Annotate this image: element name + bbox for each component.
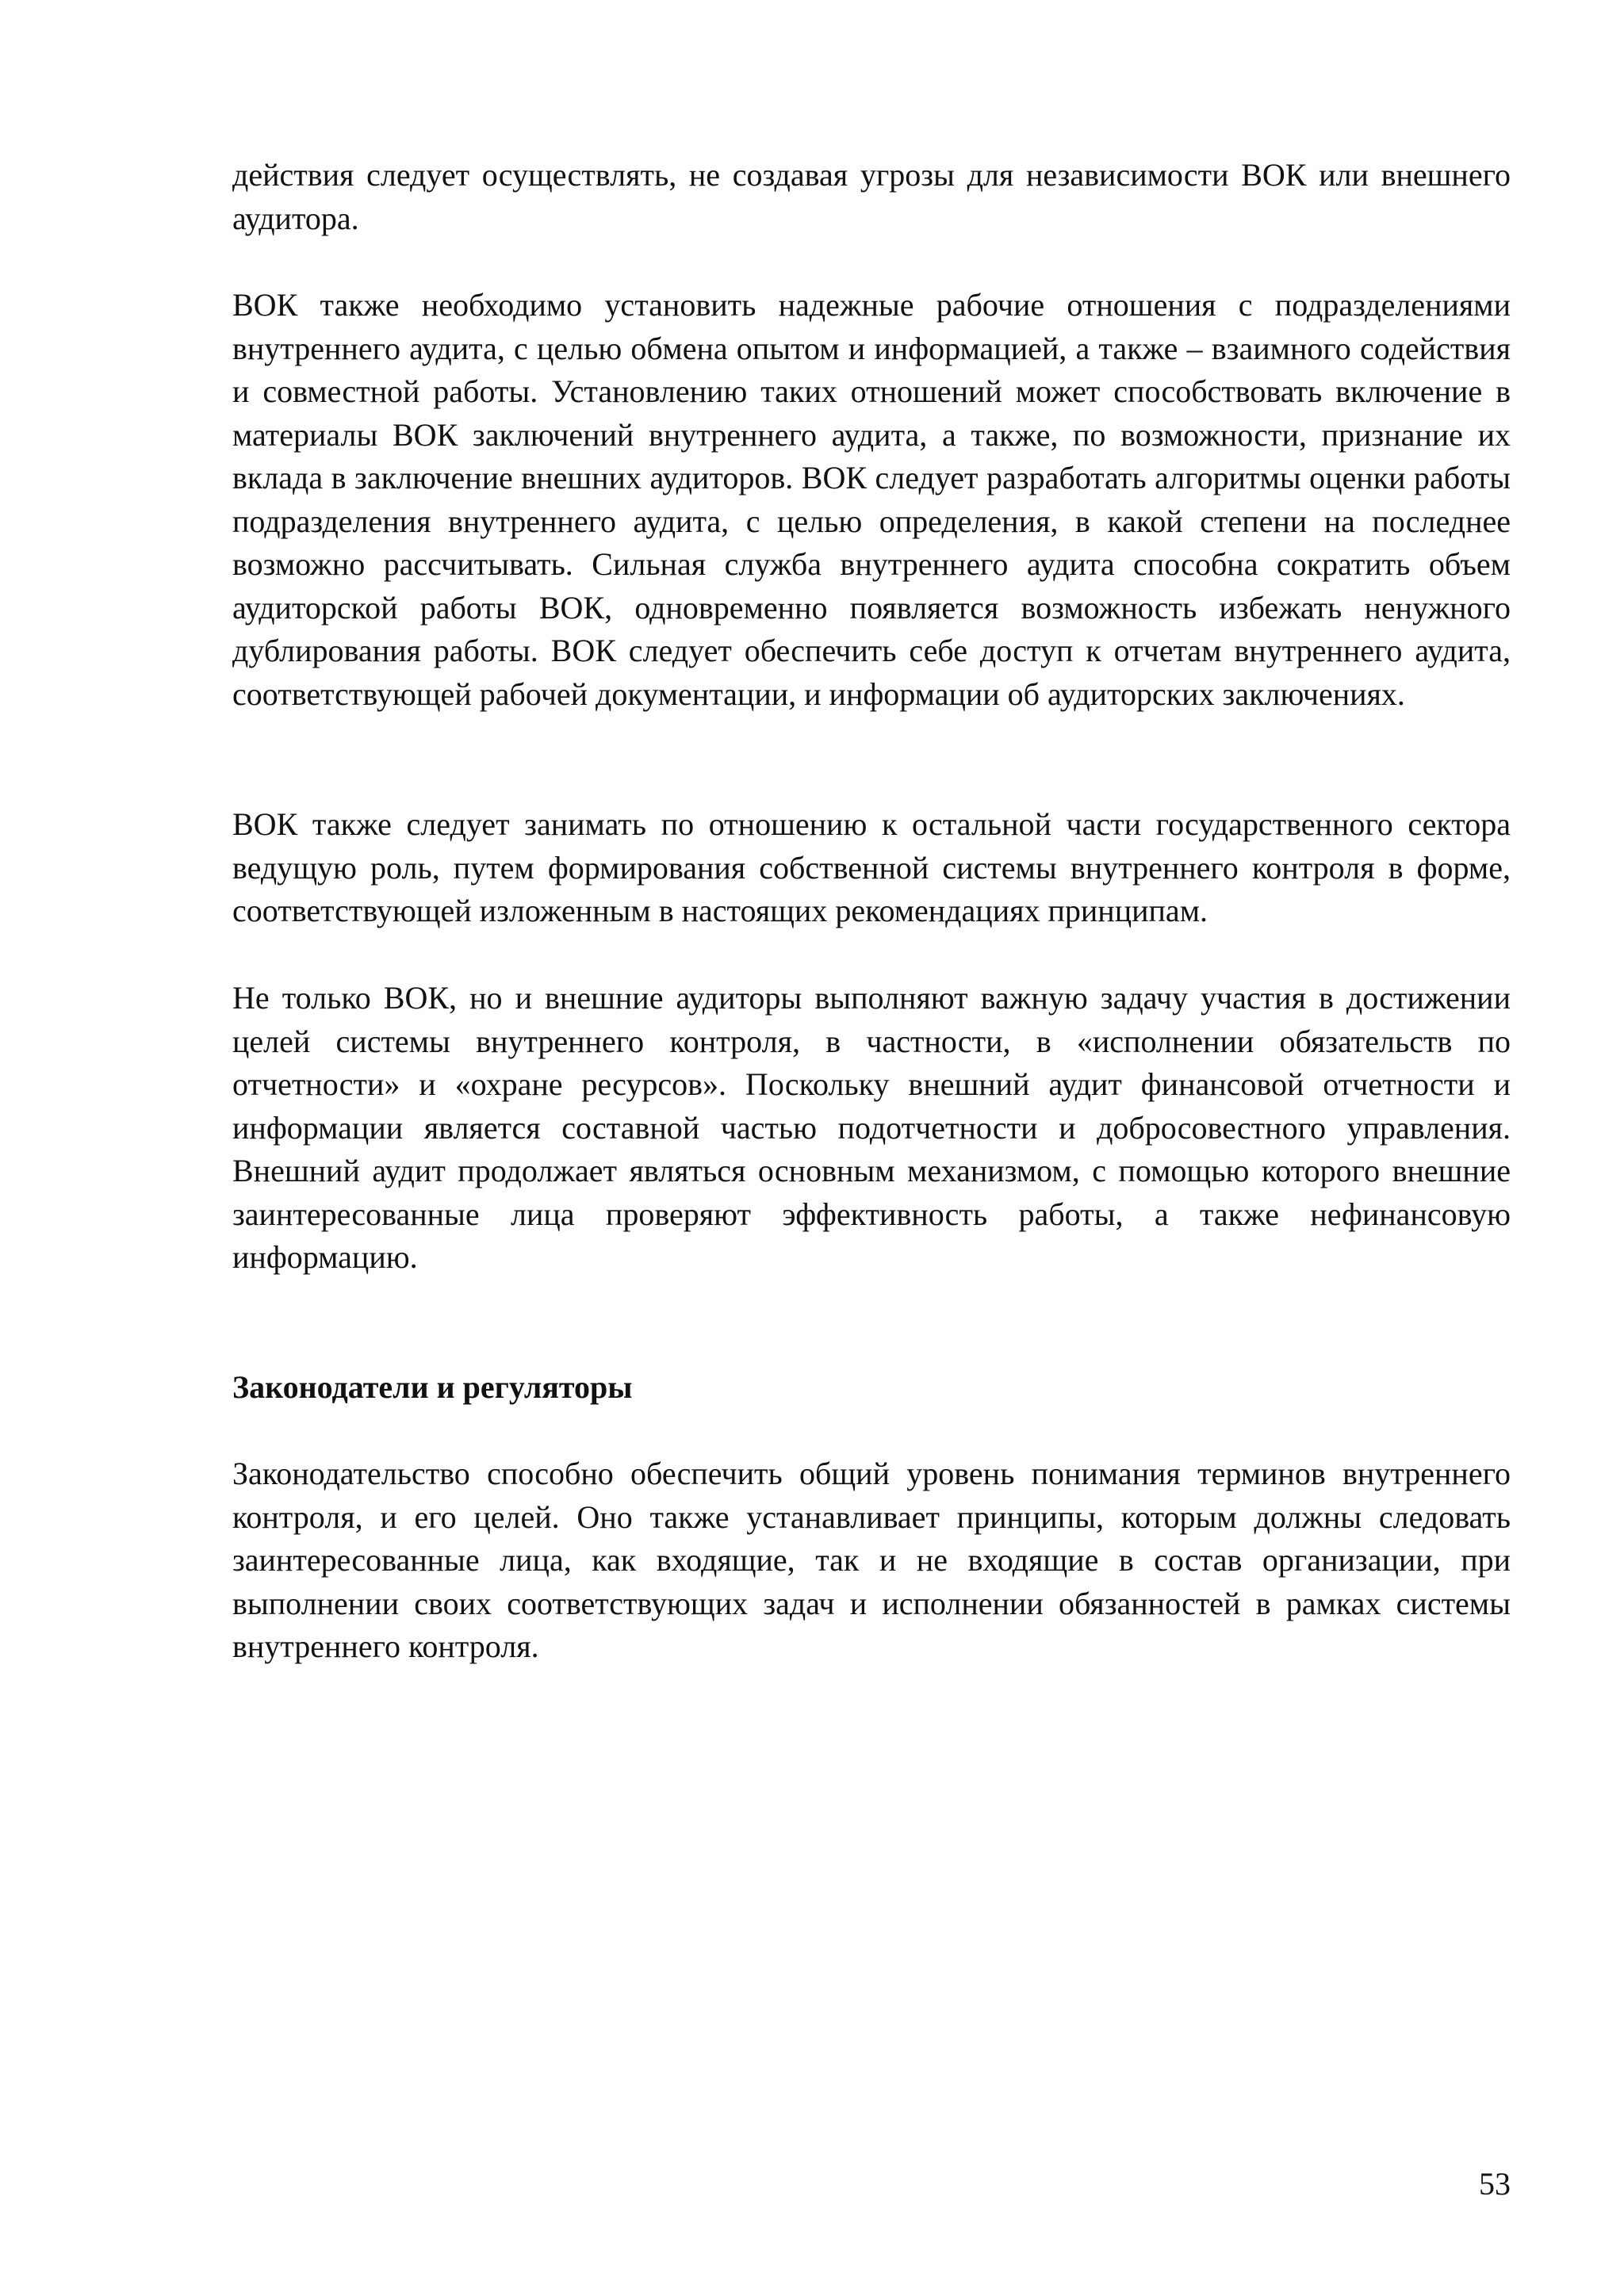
page-number: 53 <box>1479 2166 1511 2202</box>
paragraph-leading-role: ВОК также следует занимать по отношению к остальной части государственного сектора ведущую роль, путем формирования собственной системы внутреннего контроля в форме, соответствующей изложенным в настоящих рекомендациях принципам. <box>232 806 1511 928</box>
paragraph-external-auditors: Не только ВОК, но и внешние аудиторы выполняют важную задачу участия в достижении целей системы внутреннего контроля, в частности, в «исполнении обязательств по отчетности» и «охране ресурсов». Поскольку внешний аудит финансовой отчетности и информации является составной частью подотчетности и добросовестного управления. Внешний аудит продолжает являться основным механизмом, с помощью которого внешние заинтересованные лица проверяют эффективность работы, а также нефинансовую информацию. <box>232 980 1511 1275</box>
section-heading: Законодатели и регуляторы <box>232 1369 633 1405</box>
paragraph-continuation: действия следует осуществлять, не создавая угрозы для независимости ВОК или внешнего аудитора. <box>232 157 1511 236</box>
paragraph-internal-audit-relations: ВОК также необходимо установить надежные рабочие отношения с подразделениями внутреннего аудита, с целью обмена опытом и информацией, а также – взаимного содействия и совместной работы. Установлению таких отношений может способствовать включение в материалы ВОК заключений внутреннего аудита, а также, по возможности, признание их вклада в заключение внешних аудиторов. ВОК следует разработать алгоритмы оценки работы подразделения внутреннего аудита, с целью определения, в какой степени на последнее возможно рассчитывать. Сильная служба внутреннего аудита способна сократить объем аудиторской работы ВОК, одновременно появляется возможность избежать ненужного дублирования работы. ВОК следует обеспечить себе доступ к отчетам внутреннего аудита, соответствующей рабочей документации, и информации об аудиторских заключениях. <box>232 287 1511 712</box>
paragraph-legislation: Законодательство способно обеспечить общий уровень понимания терминов внутреннего контроля, и его целей. Оно также устанавливает принципы, которым должны следовать заинтересованные лица, как входящие, так и не входящие в состав организации, при выполнении своих соответствующих задач и исполнении обязанностей в рамках системы внутреннего контроля. <box>232 1456 1511 1664</box>
